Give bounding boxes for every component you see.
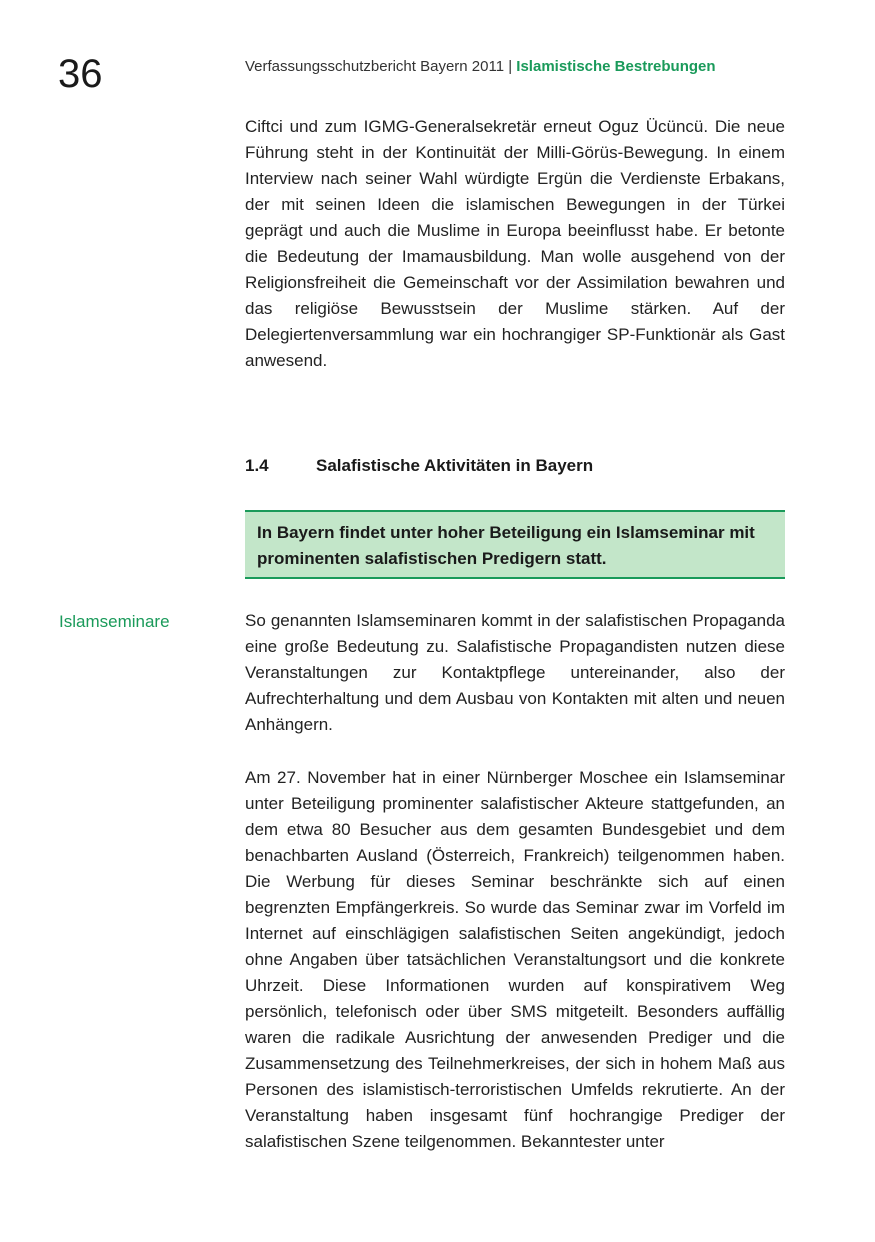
section-title: Islamistische Bestrebungen: [516, 58, 716, 75]
paragraph-nuernberg-seminar: Am 27. November hat in einer Nürnberger Moschee ein Islamseminar unter Beteiligung prominenter salafistischer Akteure stattgefunden, an dem etwa 80 Besucher aus dem gesamten Bundesgebiet und dem benachbarten Ausland (Österreich, Frankreich) teilgenommen haben. Die Werbung für dieses Seminar beschränkte sich auf einen begrenzten Empfängerkreis. So wurde das Seminar zwar im Vorfeld im Internet auf einschlägigen salafistischen Seiten angekündigt, jedoch ohne Angaben über tatsächlichen Veranstaltungsort und die konkrete Uhrzeit. Diese Informationen wurden auf konspirativem Weg persönlich, telefonisch oder über SMS mitgeteilt. Besonders auffällig waren die radikale Ausrichtung der anwesenden Prediger und die Zusammensetzung des Teilnehmerkreises, der sich in hohem Maß aus Personen des islamistisch-terroristischen Umfelds rekrutierte. An der Veranstaltung haben insgesamt fünf hochrangige Prediger der salafistischen Szene teilgenommen. Bekanntester unter: [245, 768, 785, 1151]
page-number: 36: [58, 52, 103, 96]
section-heading-title: Salafistische Aktivitäten in Bayern: [316, 456, 594, 475]
summary-callout: In Bayern findet unter hoher Beteiligung ein Islamseminar mit prominenten salafistischen Predigern statt.: [245, 510, 785, 579]
paragraph-islamseminare: So genannten Islamseminaren kommt in der salafistischen Propaganda eine große Bedeutung zu. Salafistische Propagandisten nutzen diese Veranstaltungen zur Kontaktpflege untereinander, also der Aufrechterhaltung und dem Ausbau von Kontakten mit alten und neuen Anhängern.: [245, 611, 785, 734]
section-number: 1.4: [245, 456, 269, 475]
margin-note: Islamseminare: [59, 612, 170, 631]
paragraph-igmg-leadership: Ciftci und zum IGMG-Generalsekretär erneut Oguz Ücüncü. Die neue Führung steht in der Kontinuität der Milli-Görüs-Bewegung. In einem Interview nach seiner Wahl würdigte Ergün die Verdienste Erbakans, der mit seinen Ideen die islamischen Bewegungen in der Türkei geprägt und auch die Muslime in Europa beeinflusst habe. Er betonte die Bedeutung der Imamausbildung. Man wolle ausgehend von der Religionsfreiheit die Gemeinschaft vor der Assimilation bewahren und das religiöse Bewusstsein der Muslime stärken. Auf der Delegiertenversammlung war ein hochrangiger SP-Funktionär als Gast anwesend.: [245, 117, 785, 370]
section-heading: [245, 454, 593, 478]
report-title: Verfassungsschutzbericht Bayern 2011: [245, 58, 505, 75]
header-separator: |: [508, 58, 513, 75]
running-header: [245, 57, 716, 77]
